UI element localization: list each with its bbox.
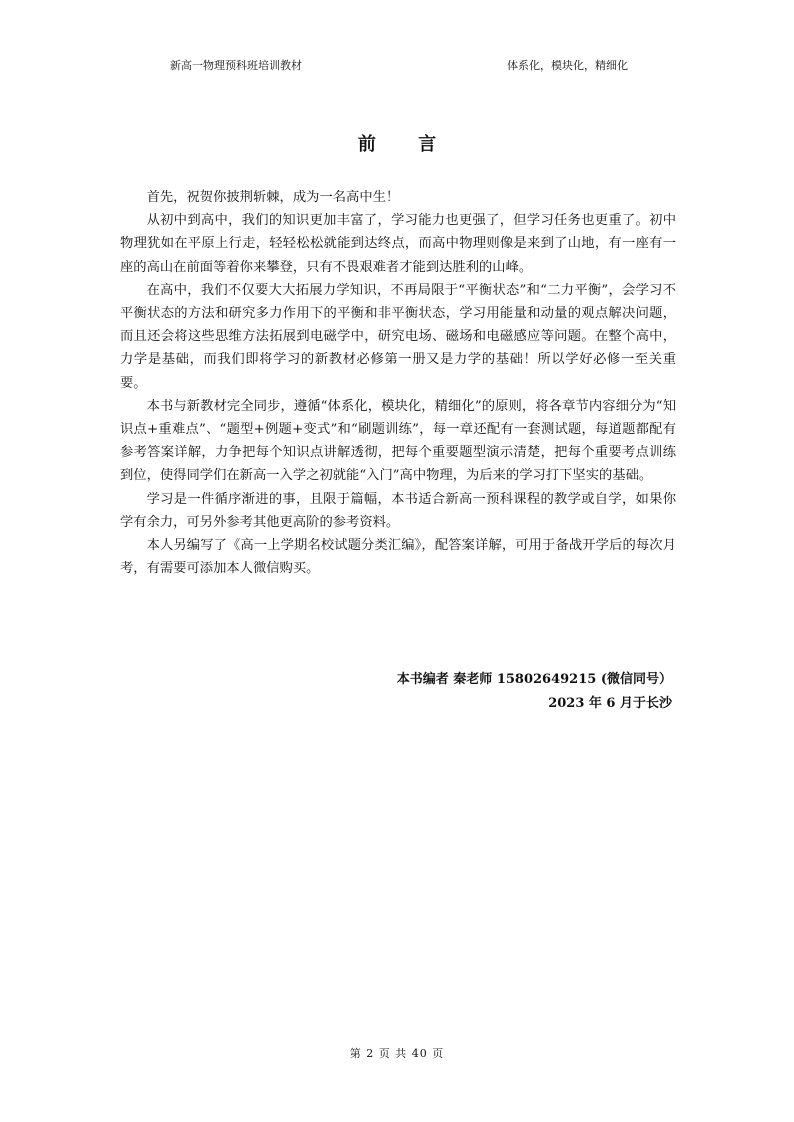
paragraph-other-book: 本人另编写了《高一上学期名校试题分类汇编》，配答案详解，可用于备战开学后的每次月考，有需要可添加本人微信购买。 (120, 538, 676, 577)
paragraph-study-advice: 学习是一件循序渐进的事，且限于篇幅，本书适合新高一预科课程的教学或自学，如果你学有余力，可另外参考其他更高阶的参考资料。 (120, 491, 676, 530)
paragraph-junior-to-senior: 从初中到高中，我们的知识更加丰富了，学习能力也更强了，但学习任务也更重了。初中物理犹如在平原上行走，轻轻松松就能到达终点，而高中物理则像是来到了山地，有一座有一座的高山在前面等着你来攀登，只有不畏艰难者才能到达胜利的山峰。 (120, 213, 676, 275)
signature-date: 2023 年 6 月于长沙 (548, 696, 672, 711)
preface-body (120, 186, 676, 580)
paragraph-book-structure: 本书与新教材完全同步，遵循“体系化，模块化，精细化”的原则，将各章节内容细分为“知识点+重难点”、“题型+例题+变式”和“刷题训练”，每一章还配有一套测试题，每道题都配有参考答案详解，力争把每个知识点讲解透彻，把每个重要题型演示清楚，把每个重要考点训练到位，使得同学们在新高一入学之初就能“入门”高中物理，为后来的学习打下坚实的基础。 (120, 398, 676, 484)
page-header (0, 57, 794, 77)
page-number: 第 2 页 共 40 页 (349, 1047, 445, 1060)
signature-author: 本书编者 秦老师 15802649215 (微信同号） (396, 672, 672, 687)
page-title: 前 言 (357, 134, 455, 155)
paragraph-congratulations: 首先，祝贺你披荆斩棘，成为一名高中生！ (146, 190, 400, 205)
paragraph-mechanics: 在高中，我们不仅要大大拓展力学知识，不再局限于“平衡状态”和“二力平衡”，会学习不平衡状态的方法和研究多力作用下的平衡和非平衡状态，学习用能量和动量的观点解决问题，而且还会将这些思维方法拓展到电磁学中，研究电场、磁场和电磁感应等问题。在整个高中，力学是基础，而我们即将学习的新教材必修第一册又是力学的基础！所以学好必修一至关重要。 (120, 282, 676, 391)
header-motto: 体系化，模块化，精细化 (507, 59, 628, 72)
header-book-title: 新高一物理预科班培训教材 (170, 59, 302, 72)
